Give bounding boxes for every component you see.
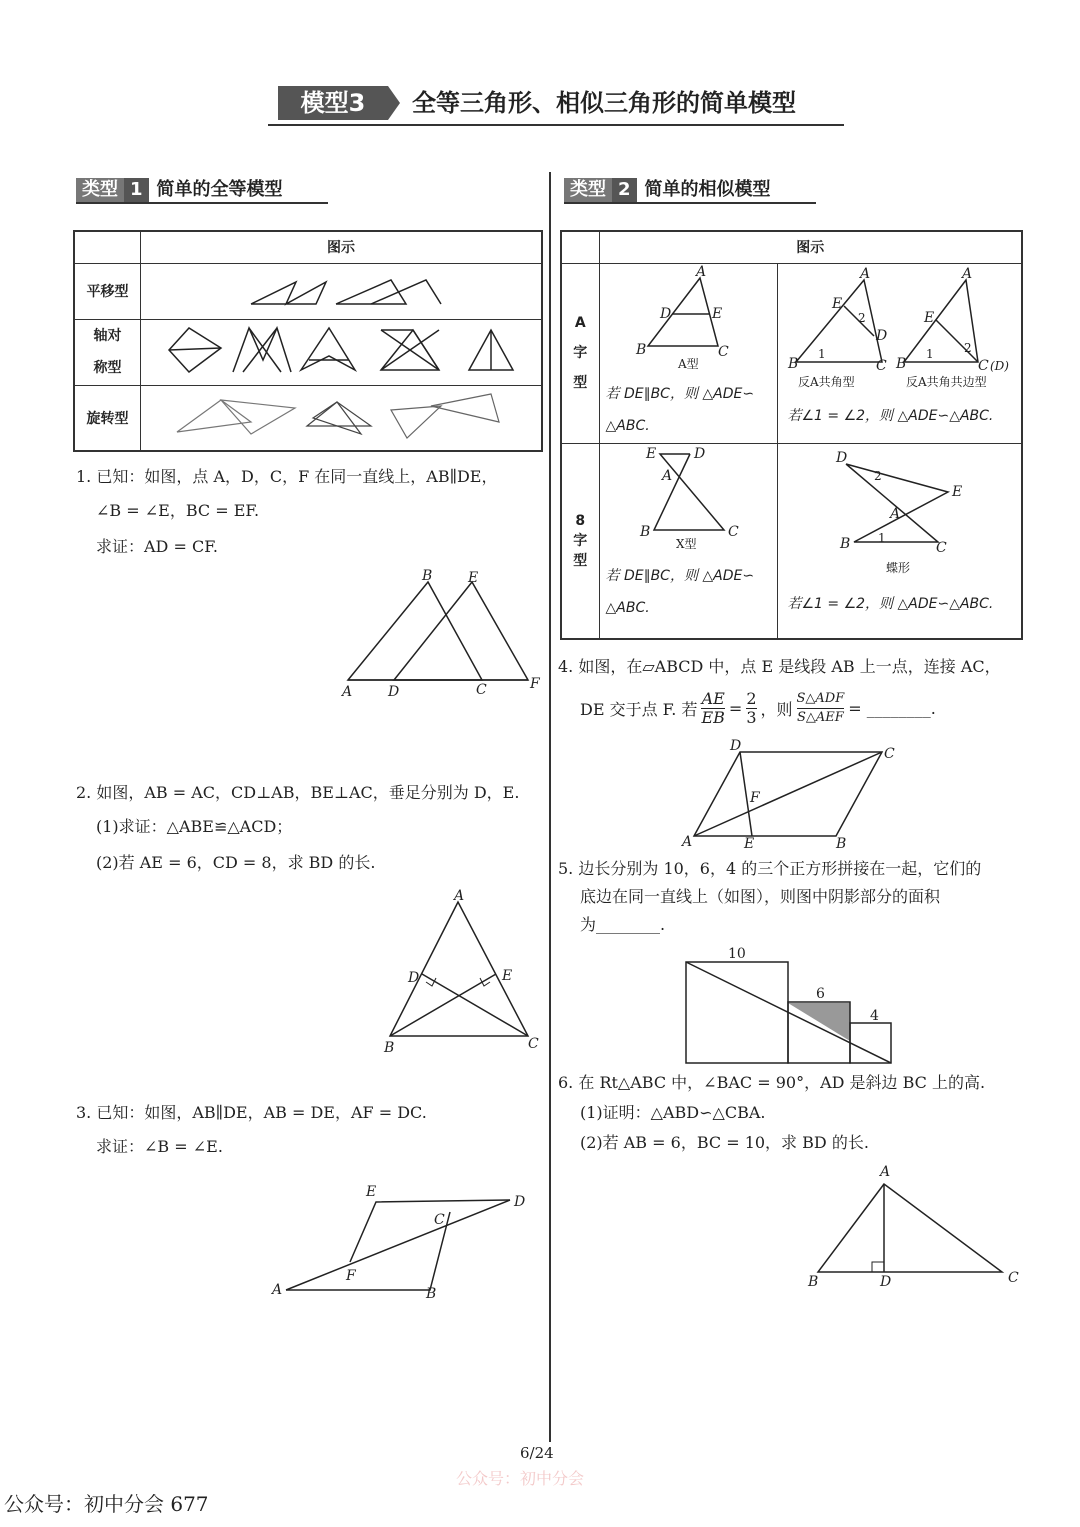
translation-figure (141, 264, 541, 314)
q1-number: 1. (76, 467, 92, 486)
butterfly-caption: 蝶形 (885, 560, 910, 575)
eight-type-text2: 若∠1 = ∠2，则 △ADE∽△ABC. (787, 595, 994, 612)
row-axis-symmetry-text: 轴对称型 (93, 328, 122, 376)
q3-line2: 求证：∠B = ∠E. (96, 1137, 223, 1156)
type1-heading (76, 178, 328, 204)
svg-text:D: D (693, 445, 705, 462)
a-type-reverse-cell (777, 263, 1022, 443)
svg-text:C: C (977, 357, 989, 374)
svg-text:A: A (880, 1164, 891, 1180)
table1-header: 图示 (141, 231, 543, 263)
q2-figure (378, 886, 548, 1056)
q4-fraction3 (797, 690, 845, 727)
svg-text:E: E (366, 1184, 377, 1200)
q2-line1 (76, 776, 519, 810)
svg-text:E: E (711, 305, 722, 322)
svg-text:D: D (659, 305, 671, 322)
model-badge-arrow (388, 86, 400, 120)
q4-frac1-den: EB (701, 707, 725, 727)
svg-text:D: D (835, 449, 847, 466)
row-rotation-figure (141, 385, 543, 451)
svg-text:C: C (476, 682, 487, 698)
svg-text:B: B (426, 1286, 437, 1302)
svg-text:B: B (635, 341, 646, 358)
q1-line3: 求证：AD = CF. (96, 537, 218, 556)
svg-text:1: 1 (925, 346, 934, 361)
a-type-caption: A型 (677, 356, 699, 371)
a-type-text1b: △ABC. (605, 417, 650, 434)
table2-header: 图示 (599, 231, 1022, 263)
svg-text:D: D (408, 970, 420, 986)
a-type-text2: 若∠1 = ∠2，则 △ADE∽△ABC. (787, 407, 994, 424)
a-type-figure (600, 264, 770, 374)
svg-text:F: F (750, 790, 760, 806)
svg-text:D: D (875, 327, 887, 344)
model-badge: 模型3 (278, 86, 388, 120)
q2-number: 2. (76, 783, 92, 802)
svg-text:2: 2 (873, 468, 882, 483)
x-type-caption: X型 (675, 536, 697, 551)
q5-text1: 边长分别为 10，6，4 的三个正方形拼接在一起，它们的 (578, 859, 982, 878)
svg-text:B: B (836, 836, 847, 852)
q1-line2: ∠B = ∠E，BC = EF. (96, 501, 260, 520)
a-type-label (561, 263, 599, 443)
svg-text:C: C (935, 539, 947, 556)
q4-frac3-den: S△AEF (796, 709, 844, 725)
table1-corner (74, 231, 141, 263)
q3-figure (266, 1178, 536, 1308)
eight-type-basic-cell (599, 443, 777, 639)
svg-text:B: B (895, 355, 906, 372)
x-type-figure (600, 444, 770, 556)
type1-badge: 类型 (76, 178, 124, 202)
a-type-text1: 若 DE∥BC，则 △ADE∽ (605, 385, 755, 402)
q4-fraction1 (701, 690, 724, 727)
q4-number: 4. (558, 657, 574, 676)
svg-text:A: A (695, 263, 706, 280)
svg-text:B: B (639, 523, 650, 540)
congruent-model-table (73, 230, 543, 452)
a-type-text: A字型 (573, 315, 588, 391)
table2-corner (561, 231, 599, 263)
svg-text:E: E (951, 483, 962, 500)
q3-line1 (76, 1096, 427, 1130)
q4-figure (676, 736, 896, 854)
q5-line3: 为________. (580, 915, 666, 934)
svg-text:B: B (839, 535, 850, 552)
svg-text:C: C (717, 343, 729, 360)
page-number: 6/24 (520, 1444, 554, 1462)
svg-text:F: F (530, 676, 540, 692)
eight-type-text1: 若 DE∥BC，则 △ADE∽ (605, 567, 755, 584)
svg-text:2: 2 (857, 310, 866, 325)
svg-text:E: E (502, 968, 513, 984)
svg-text:D: D (388, 684, 400, 700)
svg-text:A: A (661, 467, 672, 484)
svg-text:E: E (645, 445, 656, 462)
type2-badge: 类型 (564, 178, 612, 202)
axis-symmetry-figure (141, 320, 541, 380)
q4-eq2: = ________. (848, 698, 936, 718)
type1-title: 简单的全等模型 (156, 179, 283, 200)
q5-number: 5. (558, 859, 574, 878)
q4-text2a: DE 交于点 F. 若 (580, 699, 698, 719)
q6-line3: (2)若 AB = 6，BC = 10，求 BD 的长. (580, 1133, 869, 1152)
reverse-a-figure (778, 264, 1018, 392)
svg-text:B: B (422, 568, 433, 584)
row-rotation-label: 旋转型 (74, 385, 141, 451)
svg-text:C: C (434, 1212, 445, 1228)
svg-text:C: C (528, 1036, 539, 1052)
q2-line2: (1)求证：△ABE≌△ACD； (96, 817, 293, 836)
svg-text:A: A (342, 684, 353, 700)
svg-text:B: B (808, 1274, 819, 1290)
q5-figure (676, 942, 900, 1070)
q1-figure (330, 566, 550, 706)
q5-line2: 底边在同一直线上（如图），则图中阴影部分的面积 (580, 887, 941, 906)
svg-text:F: F (346, 1268, 356, 1284)
svg-text:C: C (727, 523, 739, 540)
svg-text:D: D (514, 1194, 526, 1210)
svg-text:D: D (730, 738, 742, 754)
svg-text:E: E (831, 295, 842, 312)
watermark: 公众号：初中分会 (456, 1469, 585, 1488)
svg-text:A: A (859, 265, 870, 282)
q4-line1 (558, 650, 1001, 684)
q3-text1: 已知：如图，AB∥DE，AB = DE，AF = DC. (96, 1103, 427, 1122)
q4-frac3-num: S△ADF (797, 690, 845, 709)
q1-line1 (76, 460, 497, 494)
q3-number: 3. (76, 1103, 92, 1122)
svg-text:A: A (682, 834, 693, 850)
eight-type-text: 8字型 (573, 512, 588, 569)
svg-text:A: A (961, 265, 972, 282)
reverse-a-shared-caption: 反A共角共边型 (905, 374, 987, 389)
q5-side-4: 4 (870, 1008, 879, 1024)
footer-source: 公众号：初中分会 677 (4, 1492, 209, 1516)
svg-text:1: 1 (817, 346, 826, 361)
q2-line3: (2)若 AE = 6，CD = 8，求 BD 的长. (96, 853, 376, 872)
q4-eq1: = (728, 698, 743, 718)
rotation-figure (141, 386, 541, 446)
svg-text:C: C (1008, 1270, 1019, 1286)
q6-figure (800, 1160, 1030, 1294)
q6-number: 6. (558, 1073, 574, 1092)
eight-type-text1b: △ABC. (605, 599, 650, 616)
svg-text:E: E (923, 309, 934, 326)
svg-text:A: A (272, 1282, 283, 1298)
eight-type-label (561, 443, 599, 639)
q2-text1: 如图，AB = AC，CD⊥AB，BE⊥AC，垂足分别为 D，E. (96, 783, 520, 802)
q4-text2b: ，则 (760, 699, 793, 719)
svg-text:A: A (889, 505, 900, 522)
q4-frac2-num: 2 (746, 688, 757, 708)
row-translation-label: 平移型 (74, 263, 141, 319)
reverse-a-caption: 反A共角型 (797, 374, 855, 389)
q4-text1: 如图，在▱ABCD 中，点 E 是线段 AB 上一点，连接 AC， (578, 657, 1001, 676)
row-axis-symmetry-figure (141, 319, 543, 385)
q6-text1: 在 Rt△ABC 中，∠BAC = 90°，AD 是斜边 BC 上的高. (578, 1073, 986, 1092)
svg-text:B: B (384, 1040, 395, 1056)
similar-model-table (560, 230, 1023, 640)
row-translation-figure (141, 263, 543, 319)
q5-side-10: 10 (728, 946, 746, 962)
a-type-basic-cell (599, 263, 777, 443)
butterfly-figure (778, 444, 1018, 580)
svg-text:C: C (875, 357, 887, 374)
q4-fraction2 (746, 690, 756, 727)
svg-text:A: A (454, 888, 465, 904)
svg-text:B: B (787, 355, 798, 372)
type2-heading (564, 178, 816, 204)
svg-text:(D): (D) (989, 358, 1009, 373)
type2-number: 2 (612, 178, 637, 202)
svg-text:E: E (744, 836, 755, 852)
q4-frac2-den: 3 (746, 707, 757, 727)
svg-text:D: D (880, 1274, 892, 1290)
q6-line2: (1)证明：△ABD∽△CBA. (580, 1103, 766, 1122)
svg-text:1: 1 (877, 530, 886, 545)
q1-text1: 已知：如图，点 A，D，C，F 在同一直线上，AB∥DE， (96, 467, 498, 486)
q4-frac1-num: AE (701, 688, 725, 708)
q6-line1 (558, 1066, 985, 1100)
q5-side-6: 6 (816, 986, 825, 1002)
svg-text:E: E (468, 570, 479, 586)
page-title: 全等三角形、相似三角形的简单模型 (412, 89, 796, 117)
eight-type-butterfly-cell (777, 443, 1022, 639)
q4-line2 (580, 686, 936, 730)
svg-text:C: C (884, 746, 895, 762)
type2-title: 简单的相似模型 (644, 179, 771, 200)
svg-text:2: 2 (963, 340, 972, 355)
row-axis-symmetry-label (74, 319, 141, 385)
type1-number: 1 (124, 178, 149, 202)
column-divider (549, 172, 551, 1442)
